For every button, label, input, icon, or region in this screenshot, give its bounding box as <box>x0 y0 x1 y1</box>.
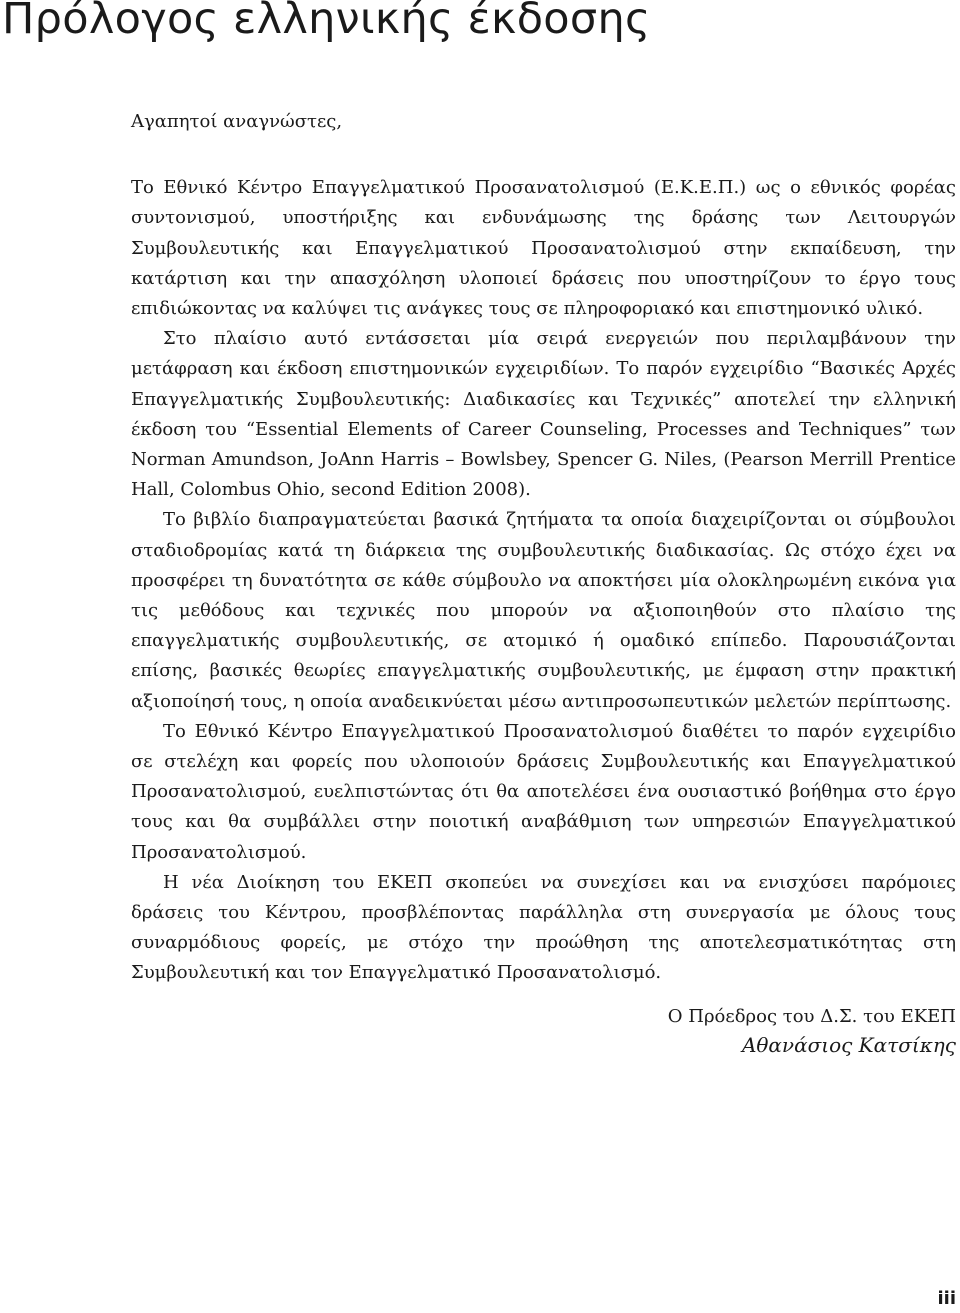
page-number: iii <box>937 1288 956 1309</box>
page-title: Πρόλογος ελληνικής έκδοσης <box>2 0 651 44</box>
paragraph: Στο πλαίσιο αυτό εντάσσεται μία σειρά ενεργειών που περιλαμβάνουν την μετάφραση και έκδοση επιστημονικών εγχειριδίων. Το παρόν εγχειρίδιο “Βασικές Αρχές Επαγγελματικής Συμβουλευτικής: Διαδικασίες και Τεχνικές” αποτελεί την ελληνική έκδοση του “Essential Elements of Career Counseling, Processes and Techniques” των Norman Amundson, JoAnn Harris – Bowlsbey, Spencer G. Niles, (Pearson Merrill Prentice Hall, Colombus Ohio, second Edition 2008). <box>131 328 956 501</box>
paragraph: Η νέα Διοίκηση του ΕΚΕΠ σκοπεύει να συνεχίσει και να ενισχύσει παρόμοιες δράσεις του Κέντρου, προσβλέποντας παράλληλα στη συνεργασία με όλους τους συναρμόδιους φορείς, με στόχο την προώθηση της αποτελεσματικότητας στη Συμβουλευτική και τον Επαγγελματικό Προσανατολισμό. <box>131 871 956 984</box>
preface-body <box>131 107 956 1059</box>
paragraph: Το βιβλίο διαπραγματεύεται βασικά ζητήματα τα οποία διαχειρίζονται οι σύμβουλοι σταδιοδρομίας κατά τη διάρκεια της συμβουλευτικής διαδικασίας. Ως στόχο έχει να προσφέρει τη δυνατότητα σε κάθε σύμβουλο να αποκτήσει μία ολοκληρωμένη εικόνα για τις μεθόδους και τεχνικές που μπορούν να αξιοποιηθούν στο πλαίσιο της επαγγελματικής συμβουλευτικής, σε ατομικό ή ομαδικό επίπεδο. Παρουσιάζονται επίσης, βασικές θεωρίες επαγγελματικής συμβουλευτικής, με έμφαση στην πρακτική αξιοποίησή τους, η οποία αναδεικνύεται μέσω αντιπροσωπευτικών μελετών περίπτωσης. <box>131 509 956 712</box>
signature-name: Αθανάσιος Κατσίκης <box>741 1032 956 1057</box>
paragraph: Το Εθνικό Κέντρο Επαγγελματικού Προσανατολισμού διαθέτει το παρόν εγχειρίδιο σε στελέχη και φορείς που υλοποιούν δράσεις Συμβουλευτικής και Επαγγελματικού Προσανατολισμού, ευελπιστώντας ότι θα αποτελέσει ένα ουσιαστικό βοήθημα στο έργο τους και θα συμβάλλει στην ποιοτική αναβάθμιση των υπηρεσιών Επαγγελματικού Προσανατολισμού. <box>131 720 956 863</box>
paragraph: Το Εθνικό Κέντρο Επαγγελματικού Προσανατολισμού (Ε.Κ.Ε.Π.) ως ο εθνικός φορέας συντονισμού, υποστήριξης και ενδυνάμωσης της δράσης των Λειτουργών Συμβουλευτικής και Επαγγελματικού Προσανατολισμού στην εκπαίδευση, την κατάρτιση και την απασχόληση υλοποιεί δράσεις που υποστηρίζουν το έργο τους επιδιώκοντας να καλύψει τις ανάγκες τους σε πληροφοριακό και επιστημονικό υλικό. <box>131 177 956 320</box>
salutation: Αγαπητοί αναγνώστες, <box>131 111 343 132</box>
signature-role: Ο Πρόεδρος του Δ.Σ. του ΕΚΕΠ <box>667 1005 956 1027</box>
signature-block <box>131 1003 956 1059</box>
